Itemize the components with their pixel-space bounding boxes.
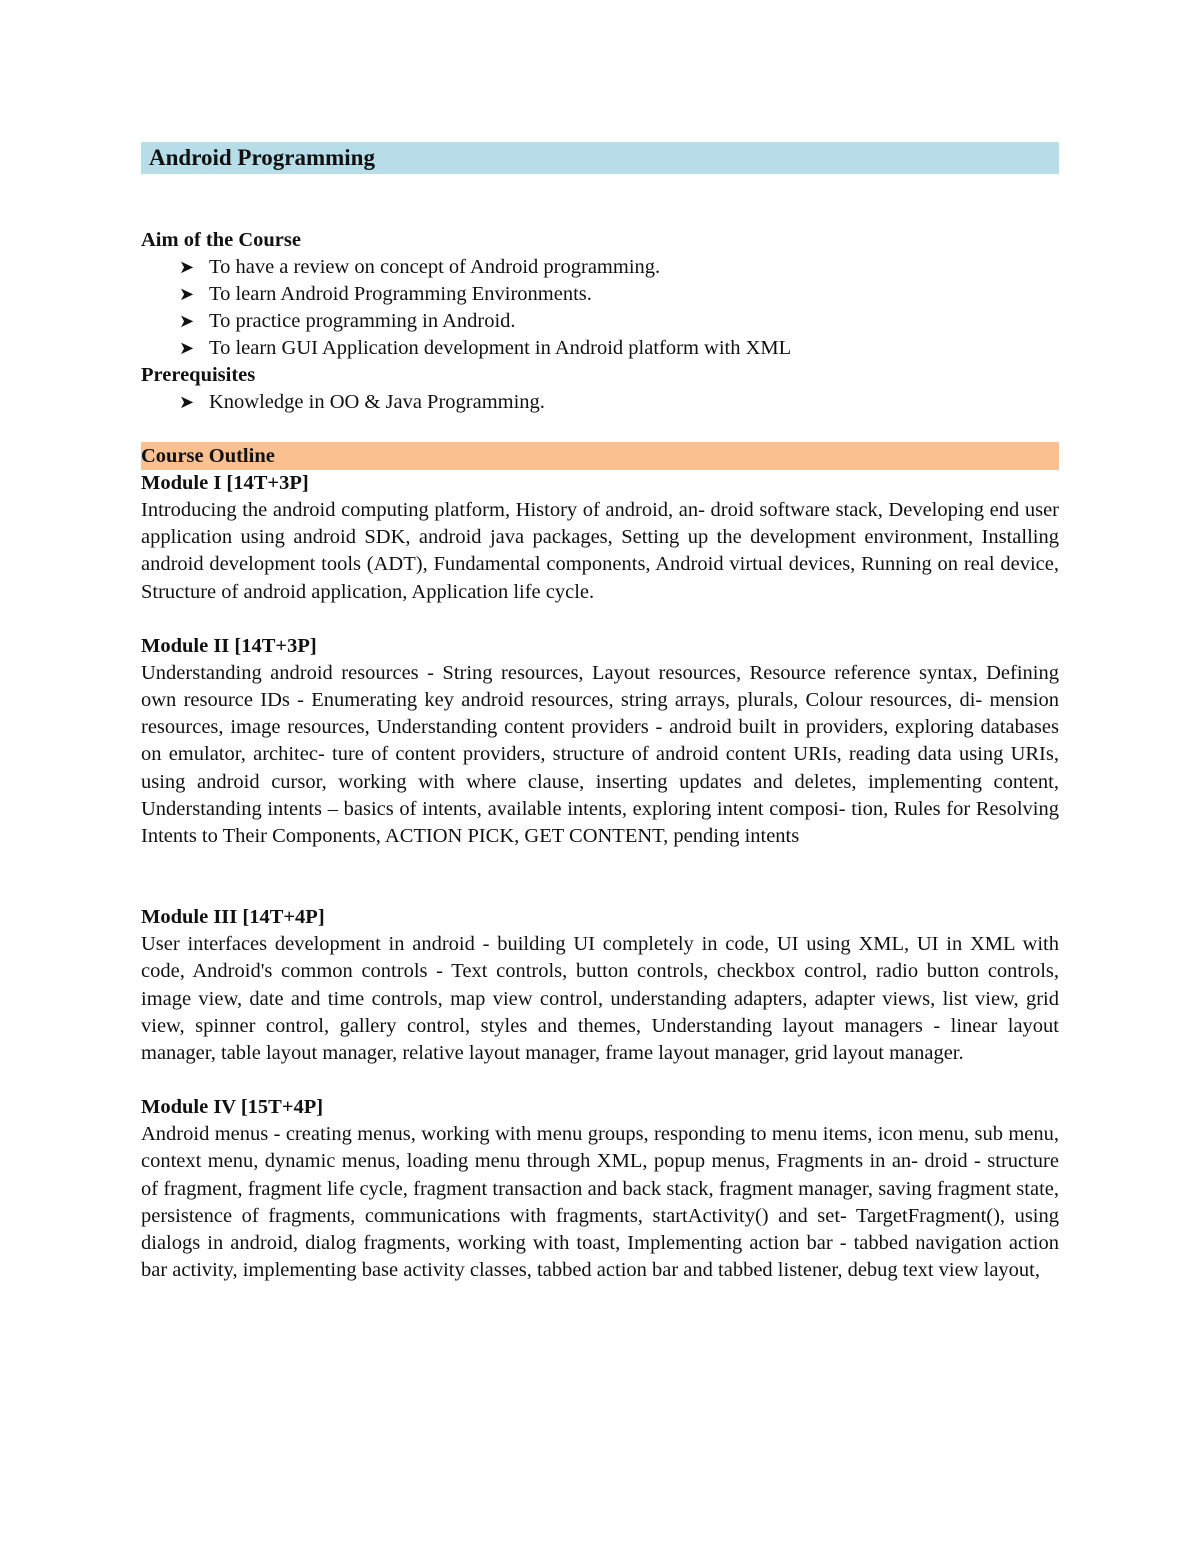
prerequisite-item-text: Knowledge in OO & Java Programming. [209,391,545,413]
aim-item-text: To learn GUI Application development in Android platform with XML [209,337,792,359]
aim-item-text: To learn Android Programming Environments. [209,283,592,305]
list-item [179,335,1059,362]
aim-heading: Aim of the Course [141,229,301,251]
arrowhead-bullet-icon: ➤ [179,284,195,304]
module-2-title: Module II [14T+3P] [141,634,317,657]
module-3-title: Module III [14T+4P] [141,906,325,929]
list-item [179,254,1059,281]
module-2-text: Understanding android resources - String resources, Layout resources, Resource reference syntax, Defining own resource IDs - Enumerating key android resources, string arrays, plurals, Colour resources, di- mension resources, image resources, Understanding content providers - android built in providers, exploring databases on emulator, architec- ture of content providers, structure of android content URIs, reading data using URIs, using android cursor, working with where clause, inserting updates and deletes, implementing content, Understanding intents – basics of intents, available intents, exploring intent composi- tion, Rules for Resolving Intents to Their Components, ACTION PICK, GET CONTENT, pending intents [141,661,1059,848]
arrowhead-bullet-icon: ➤ [179,257,195,277]
module-1-text: Introducing the android computing platform, History of android, an- droid software stack, Developing end user application using android SDK, android java packages, Setting up the development environment, Installing android development tools (ADT), Fundamental components, Android virtual devices, Running on real device, Structure of android application, Application life cycle. [141,499,1059,603]
module-4-title: Module IV [15T+4P] [141,1096,324,1119]
module-3-text: User interfaces development in android - building UI completely in code, UI using XML, UI in XML with code, Android's common controls - Text controls, button controls, checkbox control, radio button controls, image view, date and time controls, map view control, understanding adapters, adapter views, list view, grid view, spinner control, gallery control, styles and themes, Understanding layout managers - linear layout manager, table layout manager, relative layout manager, frame layout manager, grid layout manager. [141,933,1059,1065]
list-item [179,389,1059,416]
module-1-title: Module I [14T+3P] [141,472,309,494]
aim-item-text: To have a review on concept of Android programming. [209,256,661,278]
aim-list [141,254,1059,362]
prerequisites-heading: Prerequisites [141,364,256,386]
arrowhead-bullet-icon: ➤ [179,311,195,331]
course-title: Android Programming [141,142,1059,174]
arrowhead-bullet-icon: ➤ [179,392,195,412]
list-item [179,281,1059,308]
course-outline-heading: Course Outline [141,442,1059,470]
list-item [179,308,1059,335]
aim-item-text: To practice programming in Android. [209,310,516,332]
prerequisites-list [141,389,1059,416]
arrowhead-bullet-icon: ➤ [179,338,195,358]
module-4-text: Android menus - creating menus, working with menu groups, responding to menu items, icon menu, sub menu, context menu, dynamic menus, loading menu through XML, popup menus, Fragments in an- droid - structure of fragment, fragment life cycle, fragment transaction and back stack, fragment manager, saving fragment state, persistence of fragments, communications with fragments, startActivity() and set- TargetFragment(), using dialogs in android, dialog fragments, working with toast, Implementing action bar - tabbed navigation action bar activity, implementing base activity classes, tabbed action bar and tabbed listener, debug text view layout, [141,1123,1059,1282]
syllabus-page [141,142,1059,1284]
